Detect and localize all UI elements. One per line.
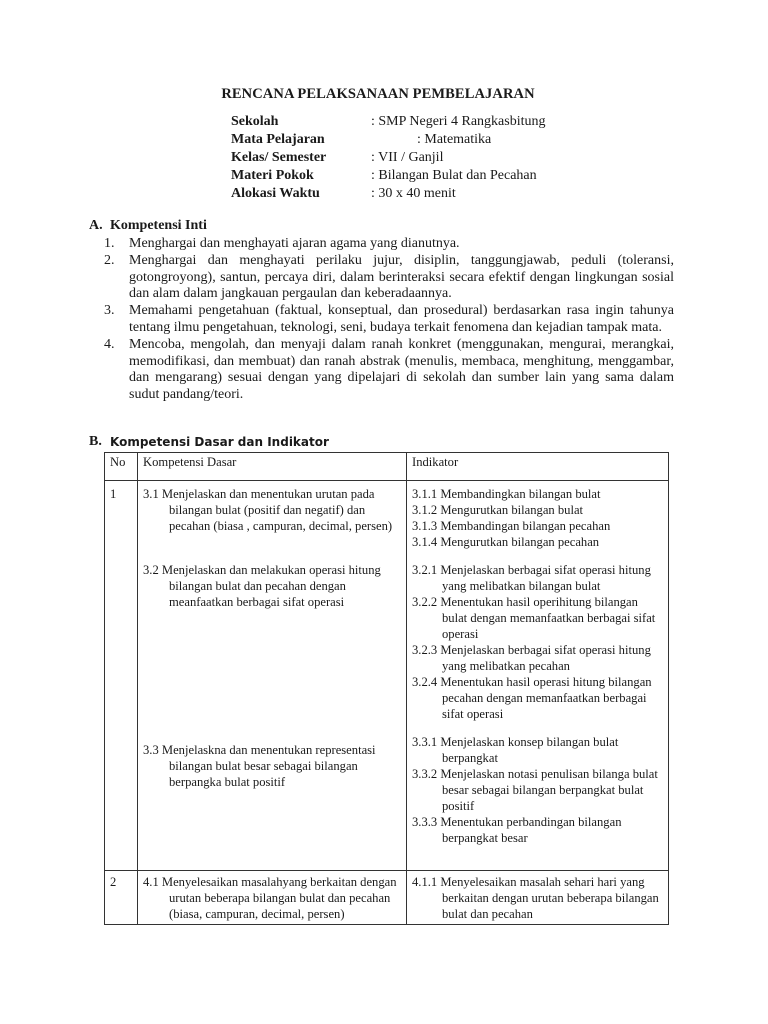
table-row xyxy=(105,481,669,871)
column-header: Indikator xyxy=(407,453,669,481)
indikator-item: 3.3.3 Menentukan perbandingan bilangan berpangkat besar xyxy=(412,815,622,845)
section-letter: B. xyxy=(89,434,102,449)
section-title: Kompetensi Dasar dan Indikator xyxy=(110,435,329,449)
document-title: RENCANA PELAKSANAAN PEMBELAJARAN xyxy=(221,86,535,102)
section-letter: A. xyxy=(89,218,103,233)
row-number: 2 xyxy=(105,871,138,925)
list-text: Menghargai dan menghayati ajaran agama yang dianutnya. xyxy=(129,236,460,251)
kd-item: 3.1 Menjelaskan dan menentukan urutan pada bilangan bulat (positif dan negatif) dan pecahan (biasa , campuran, decimal, persen) xyxy=(143,487,393,533)
indikator-item: 3.2.4 Menentukan hasil operasi hitung bilangan pecahan dengan memanfaatkan berbagai sifat operasi xyxy=(412,675,652,721)
indikator-item: 3.2.3 Menjelaskan berbagai sifat operasi hitung yang melibatkan pecahan xyxy=(412,643,651,673)
table-header-row xyxy=(105,453,669,481)
kd-item: 4.1 Menyelesaikan masalahyang berkaitan dengan urutan beberapa bilangan bulat dan pecahan (biasa, campuran, decimal, persen) xyxy=(143,875,397,921)
indikator-item: 3.1.4 Mengurutkan bilangan pecahan xyxy=(412,535,600,549)
indikator-item: 3.2.1 Menjelaskan berbagai sifat operasi hitung yang melibatkan bilangan bulat xyxy=(412,563,651,593)
section-title: Kompetensi Inti xyxy=(110,218,207,233)
list-number: 4. xyxy=(104,336,115,352)
kd-item: 3.2 Menjelaskan dan melakukan operasi hitung bilangan bulat dan pecahan dengan meanfaatkan berbagai sifat operasi xyxy=(143,563,381,609)
kompetensi-inti-list xyxy=(104,236,674,404)
indikator-item: 3.3.1 Menjelaskan konsep bilangan bulat berpangkat xyxy=(412,735,619,765)
kd-item: 3.3 Menjelaskna dan menentukan representasi bilangan bulat besar sebagai bilangan berpangka bulat positif xyxy=(143,743,376,789)
info-value: : VII / Ganjil xyxy=(371,150,444,165)
list-number: 2. xyxy=(104,252,115,268)
indikator-cell xyxy=(407,481,669,871)
info-label: Mata Pelajaran xyxy=(231,132,325,147)
list-text: Menghargai dan menghayati perilaku jujur, disiplin, tanggungjawab, peduli (toleransi, gotongroyong), santun, percaya diri, dalam berinteraksi secara efektif dengan lingkungan sosial dan alam dalam jangkauan pergaulan dan keberadaannya. xyxy=(129,252,674,302)
info-label: Alokasi Waktu xyxy=(231,186,320,201)
indikator-item: 3.3.2 Menjelaskan notasi penulisan bilanga bulat besar sebagai bilangan berpangkat bulat positif xyxy=(412,767,658,813)
info-value: : Matematika xyxy=(417,132,492,147)
list-item xyxy=(104,236,674,253)
indikator-item: 3.1.3 Membandingan bilangan pecahan xyxy=(412,519,611,533)
list-text: Memahami pengetahuan (faktual, konseptual, dan prosedural) berdasarkan rasa ingin tahunya tentang ilmu pengetahuan, teknologi, seni, budaya terkait fenomena dan kejadian tampak mata. xyxy=(129,303,674,335)
info-value: : SMP Negeri 4 Rangkasbitung xyxy=(371,114,546,129)
list-number: 1. xyxy=(104,236,115,251)
indikator-item: 3.2.2 Menentukan hasil operihitung bilangan bulat dengan memanfaatkan berbagai sifat operasi xyxy=(412,595,656,641)
indikator-cell xyxy=(407,871,669,925)
kd-cell xyxy=(138,871,407,925)
column-header: No xyxy=(105,453,138,481)
table-row xyxy=(105,871,669,925)
indikator-item: 3.1.1 Membandingkan bilangan bulat xyxy=(412,487,601,501)
info-value: : 30 x 40 menit xyxy=(371,186,456,201)
list-item xyxy=(104,337,674,404)
info-value: : Bilangan Bulat dan Pecahan xyxy=(371,168,537,183)
info-label: Sekolah xyxy=(231,114,279,129)
list-number: 3. xyxy=(104,303,115,319)
kd-cell xyxy=(138,481,407,871)
list-item xyxy=(104,303,674,337)
list-text: Mencoba, mengolah, dan menyaji dalam ranah konkret (menggunakan, mengurai, merangkai, memodifikasi, dan membuat) dan ranah abstrak (menulis, membaca, menghitung, menggambar, dan mengarang) sesuai dengan yang dipelajari di sekolah dan sumber lain yang sama dalam sudut pandang/teori. xyxy=(129,336,674,403)
list-item xyxy=(104,253,674,303)
indikator-item: 3.1.2 Mengurutkan bilangan bulat xyxy=(412,503,584,517)
info-label: Kelas/ Semester xyxy=(231,150,327,165)
indikator-item: 4.1.1 Menyelesaikan masalah sehari hari yang berkaitan dengan urutan beberapa bilangan bulat dan pecahan xyxy=(412,875,659,921)
row-number: 1 xyxy=(105,481,138,871)
info-label: Materi Pokok xyxy=(231,168,314,183)
kd-indikator-table xyxy=(104,452,669,925)
column-header: Kompetensi Dasar xyxy=(138,453,407,481)
